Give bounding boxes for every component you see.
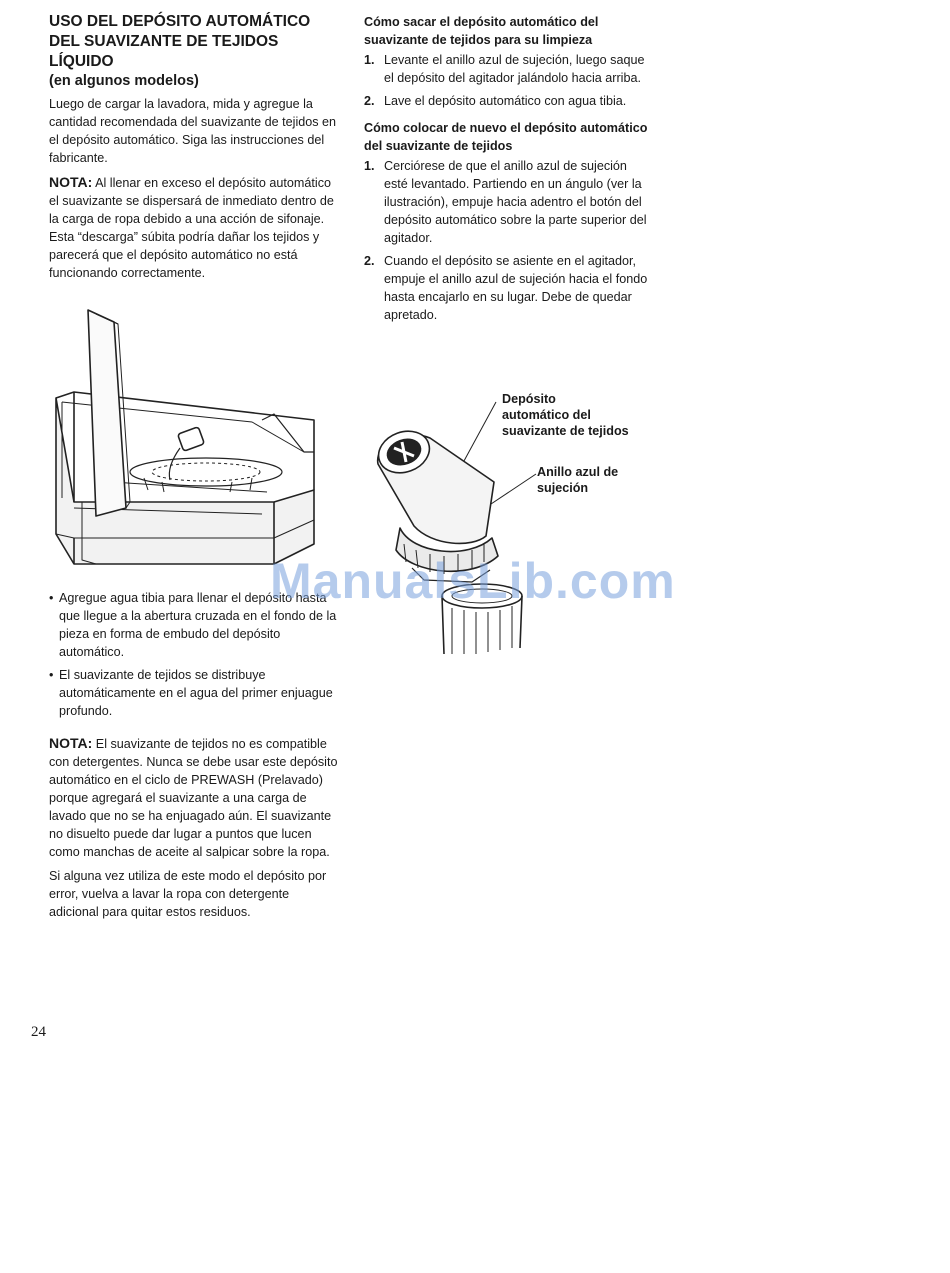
right-column	[364, 14, 654, 332]
list-item: • El suavizante de tejidos se distribuye automáticamente en el agua del primer enjuague profundo.	[49, 666, 341, 720]
reinstall-steps	[364, 157, 654, 324]
nota-paragraph-2	[49, 734, 341, 861]
reinstall-heading: Cómo colocar de nuevo el depósito automático del suavizante de tejidos	[364, 121, 648, 153]
list-item: • Agregue agua tibia para llenar el depósito hasta que llegue a la abertura cruzada en el fondo de la pieza en forma de embudo del depósito automático.	[49, 589, 341, 661]
nota-text: El suavizante de tejidos no es compatible con detergentes. Nunca se debe usar este depósito automático en el ciclo de PREWASH (Prelavado) porque agregará el suavizante a una carga de lavado que no se ha enjuagado aún. El suavizante no disuelto puede dar lugar a puntos que lucen como manchas de aceite al salpicar sobre la ropa.	[49, 737, 338, 859]
list-item: 2. Cuando el depósito se asiente en el agitador, empuje el anillo azul de sujeción hacia el fondo hasta encajarlo en su lugar. Debe de quedar apretado.	[364, 254, 648, 322]
callout-dispenser: Depósito automático del suavizante de tejidos	[502, 392, 629, 438]
left-column	[49, 12, 341, 288]
intro-paragraph: Luego de cargar la lavadora, mida y agregue la cantidad recomendada del suavizante de tejidos en el depósito automático. Siga las instrucciones del fabricante.	[49, 97, 337, 165]
washer-illustration	[52, 302, 332, 584]
removal-steps	[364, 51, 654, 110]
left-lower	[49, 589, 341, 927]
closing-paragraph: Si alguna vez utiliza de este modo el depósito por error, vuelva a lavar la ropa con detergente adicional para quitar estos residuos.	[49, 869, 327, 919]
list-item: 1. Cerciórese de que el anillo azul de sujeción esté levantado. Partiendo en un ángulo (ver la ilustración), empuje hacia adentro el botón del depósito automático sobre la parte superior del agitador.	[364, 159, 647, 245]
nota-label: NOTA:	[49, 174, 93, 190]
list-item: 2. Lave el depósito automático con agua tibia.	[364, 94, 627, 108]
nota-text: Al llenar en exceso el depósito automático el suavizante se dispersará de inmediato dentro de la carga de ropa debido a una acción de sifonaje. Esta “descarga” súbita podría dañar los tejidos y parecerá que el depósito automático no está funcionando correctamente.	[49, 176, 334, 280]
nota-paragraph-1	[49, 173, 341, 282]
removal-heading: Cómo sacar el depósito automático del suavizante de tejidos para su limpieza	[364, 15, 599, 47]
watermark: ManualsLib.com	[270, 553, 676, 609]
section-subheading: (en algunos modelos)	[49, 73, 199, 89]
page-number: 24	[31, 1024, 46, 1040]
list-item: 1. Levante el anillo azul de sujeción, luego saque el depósito del agitador jalándolo hacia arriba.	[364, 53, 645, 85]
nota-label: NOTA:	[49, 735, 93, 751]
section-heading: USO DEL DEPÓSITO AUTOMÁTICO DEL SUAVIZANTE DE TEJIDOS LÍQUIDO	[49, 13, 311, 70]
callout-ring: Anillo azul de sujeción	[537, 465, 619, 495]
